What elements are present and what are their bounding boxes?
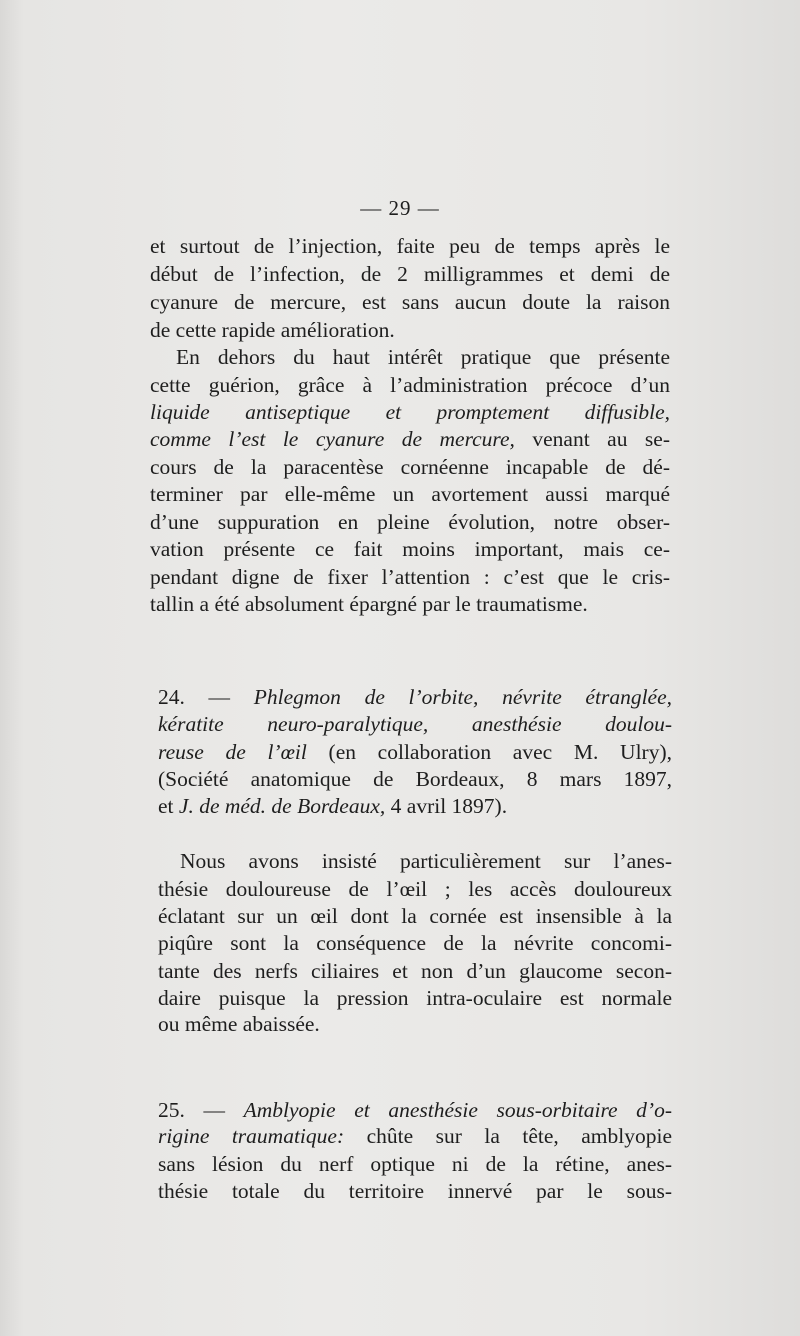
journal-title: J. de méd. de Bordeaux, [178,794,386,818]
text-span: 4 avril 1897). [385,794,508,818]
text-line: début de l’infection, de 2 milligrammes et demi de [150,262,670,286]
italic-text: comme l’est le cyanure de mercure, [150,427,515,451]
text-line: vation présente ce fait moins important, mais ce- [150,537,670,561]
text-line: piqûre sont la conséquence de la névrite concomi- [158,931,672,955]
text-line: thésie totale du territoire innervé par le sous- [158,1179,672,1203]
entry-title: kératite neuro-paralytique, anesthésie doulou- [158,712,672,736]
text-line: En dehors du haut intérêt pratique que présente [176,345,670,369]
text-line: de cette rapide amélioration. [150,318,395,342]
text-line: tante des nerfs ciliaires et non d’un glaucome secon- [158,959,672,983]
text-line: cours de la paracentèse cornéenne incapable de dé- [150,455,670,479]
text-line: terminer par elle-même un avortement aussi marqué [150,482,670,506]
entry-title: rigine traumatique: [158,1124,345,1148]
entry-title: reuse de l’œil [158,740,307,764]
text-line: et surtout de l’injection, faite peu de temps après le [150,234,670,258]
text-line: éclatant sur un œil dont la cornée est insensible à la [158,904,672,928]
text-line: tallin a été absolument épargné par le traumatisme. [150,592,588,616]
entry-number: 25. — [158,1098,244,1122]
entry-number: 24. — [158,685,254,709]
text-line: cyanure de mercure, est sans aucun doute la raison [150,290,670,314]
text-line: daire puisque la pression intra-oculaire est normale [158,986,672,1010]
text-span: venant au se- [514,427,670,451]
page-number: — 29 — [360,196,440,220]
text-line: ou même abaissée. [158,1012,320,1036]
text-span: chûte sur la tête, amblyopie [344,1124,673,1148]
text-line: (Société anatomique de Bordeaux, 8 mars 1897, [158,767,672,791]
entry-title: Phlegmon de l’orbite, névrite étranglée, [253,685,672,709]
entry-title: Amblyopie et anesthésie sous-orbitaire d’o- [243,1098,672,1122]
text-line: sans lésion du nerf optique ni de la rétine, anes- [158,1152,672,1176]
text-line: d’une suppuration en pleine évolution, notre obser- [150,510,670,534]
text-span: (en collaboration avec M. Ulry), [306,740,672,764]
text-line: thésie douloureuse de l’œil ; les accès douloureux [158,877,672,901]
italic-text: liquide antiseptique et promptement diffusible, [150,400,670,424]
text-line: cette guérion, grâce à l’administration précoce d’un [150,373,670,397]
text-span: et [158,794,179,818]
text-line: pendant digne de fixer l’attention : c’est que le cris- [150,565,670,589]
text-line [158,790,672,822]
text-line: Nous avons insisté particulièrement sur l’anes- [180,849,672,873]
